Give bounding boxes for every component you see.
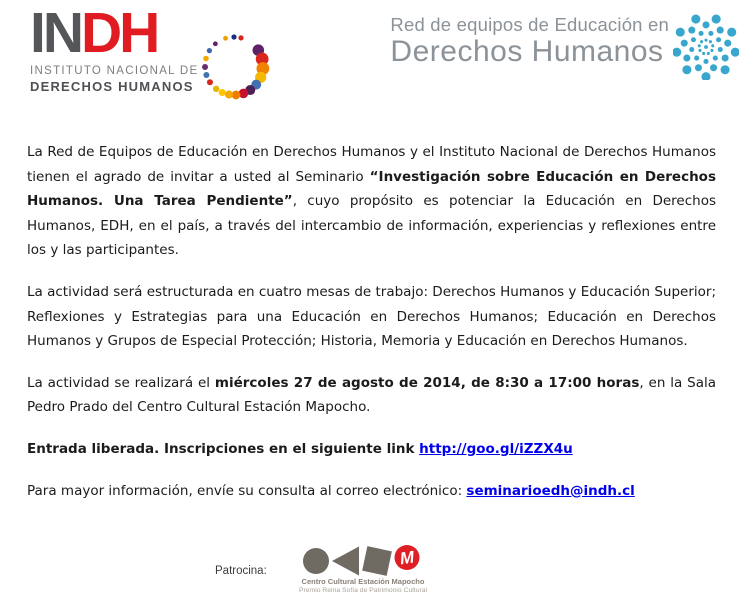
mapocho-square-shape	[362, 546, 392, 576]
date-paragraph	[27, 371, 716, 420]
dot-burst-icon	[673, 14, 739, 80]
sponsor-title: Centro Cultural Estación Mapocho	[301, 577, 425, 586]
date-text: La actividad se realizará el	[27, 374, 215, 391]
contact-paragraph	[27, 479, 716, 504]
intro-text: La Red de Equipos de Educación en Derechos Humanos y el Instituto Nacional de Derechos Humanos tienen el agrado de invitar a usted al Seminario	[27, 144, 716, 185]
sponsor-logo	[288, 544, 438, 595]
contact-email-link[interactable]: seminarioedh@indh.cl	[466, 482, 635, 499]
header	[0, 0, 743, 134]
seminar-title: “Investigación sobre Educación en Derechos Humanos. Una Tarea Pendiente”	[27, 168, 716, 210]
mapocho-triangle-shape	[332, 547, 359, 576]
indh-wordmark-in: IN	[30, 1, 81, 65]
date-text-end: , en la Sala Pedro Prado del Centro Cultural Estación Mapocho.	[27, 374, 716, 416]
event-datetime: miércoles 27 de agosto de 2014, de 8:30 a 17:00 horas	[214, 374, 640, 391]
contact-text: Para mayor información, envíe su consulta al correo electrónico:	[27, 482, 467, 499]
indh-dot-ring-icon	[194, 26, 274, 106]
red-equipos-text	[390, 14, 669, 67]
footer	[0, 542, 743, 600]
agenda-paragraph: La actividad será estructurada en cuatro mesas de trabajo: Derechos Humanos y Educación Superior; Reflexiones y Estrategias para una Educación en Derechos Humanos; Educación en Derechos Humanos y Grupos de Especial Protección; Historia, Memoria y Educación en Derechos Humanos.	[27, 283, 716, 350]
red-equipos-line1: Red de equipos de Educación en	[390, 14, 669, 35]
intro-text-end: , cuyo propósito es potenciar la Educación en Derechos Humanos, EDH, en el país, a través del intercambio de información, experiencias y reflexiones entre los y las participantes.	[27, 193, 716, 259]
registration-paragraph	[27, 437, 716, 462]
red-equipos-logo	[390, 14, 739, 80]
indh-wordmark-dh: DH	[81, 1, 158, 65]
registration-link[interactable]: http://goo.gl/iZZX4u	[419, 440, 573, 457]
red-equipos-line2: Derechos Humanos	[390, 35, 664, 68]
indh-subtitle-line1: INSTITUTO NACIONAL DE	[30, 65, 199, 77]
indh-logo	[30, 1, 280, 94]
invitation-body	[0, 134, 743, 503]
patrocina-label: Patrocina:	[215, 565, 267, 577]
intro-paragraph	[27, 140, 716, 263]
indh-subtitle-line2: DERECHOS HUMANOS	[30, 79, 194, 94]
metro-m-letter: M	[398, 547, 416, 569]
sponsor-subtitle: Premio Reina Sofía de Patrimonio Cultural	[298, 587, 428, 594]
registration-text: Entrada liberada. Inscripciones en el siguiente link	[27, 440, 420, 457]
mapocho-logo-icon	[298, 544, 428, 577]
mapocho-circle-shape	[303, 548, 329, 574]
